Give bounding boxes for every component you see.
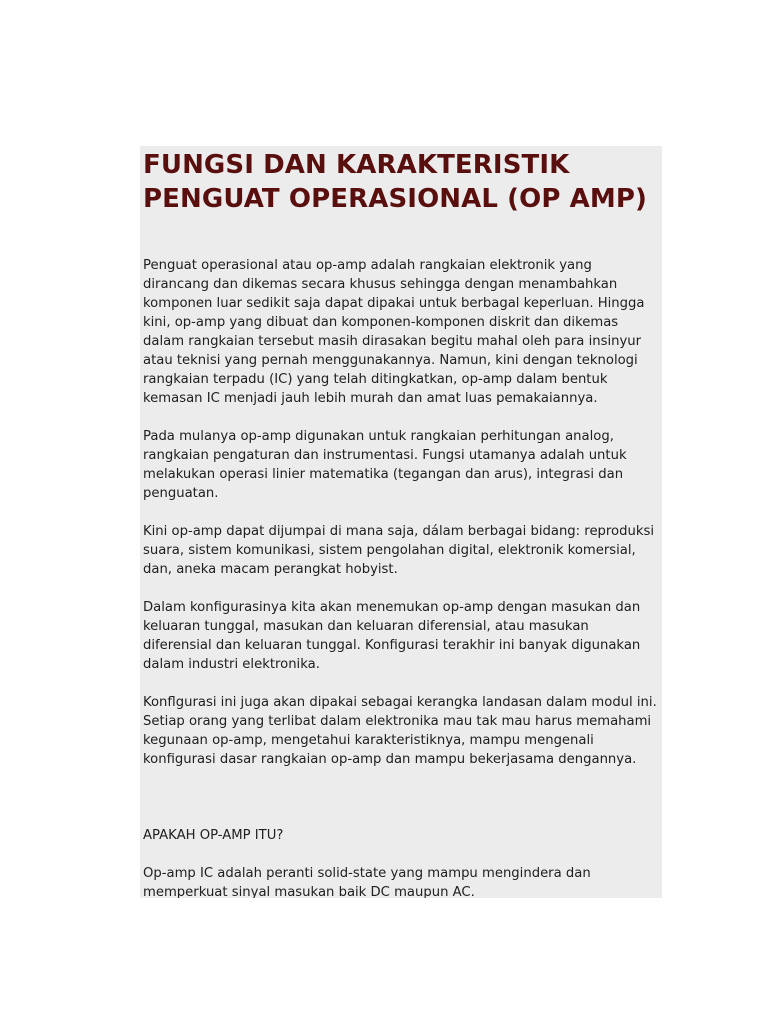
paragraph-configurations: Dalam konfigurasinya kita akan menemukan op-amp dengan masukan dan keluaran tunggal, masukan dan keluaran diferensial, atau masukan diferensial dan keluaran tunggal. Konfigurasi terakhir ini banyak digunakan dalam industri elektronika. bbox=[143, 600, 641, 672]
paragraph-op-amp-definition: Op-amp IC adalah peranti solid-state yang mampu mengindera dan memperkuat sinyal masukan baik DC maupun AC. bbox=[143, 866, 591, 898]
paragraph-history: Pada mulanya op-amp digunakan untuk rangkaian perhitungan analog, rangkaian pengaturan dan instrumentasi. Fungsi utamanya adalah untuk melakukan operasi linier matematika (tegangan dan arus), integrasi dan penguatan. bbox=[143, 429, 627, 501]
paragraph-module-framework: Konflgurasi ini juga akan dipakai sebagai kerangka landasan dalam modul ini. Setiap orang yang terlibat dalam elektronika mau tak mau harus memahami kegunaan op-amp, mengetahui karakteristiknya, mampu mengenali konfigurasi dasar rangkaian op-amp dan mampu bekerjasama dengannya. bbox=[143, 695, 657, 767]
paragraph-intro: Penguat operasional atau op-amp adalah rangkaian elektronik yang dirancang dan dikemas secara khusus sehingga dengan menambahkan komponen luar sedikit saja dapat dipakai untuk berbagal keperluan. Hingga kini, op-amp yang dibuat dan komponen-komponen diskrit dan dikemas dalam rangkaian tersebut masih dirasakan begitu mahal oleh para insinyur atau teknisi yang pernah menggunakannya. Namun, kini dengan teknologi rangkaian terpadu (IC) yang telah ditingkatkan, op-amp dalam bentuk kemasan IC menjadi jauh lebih murah dan amat luas pemakaiannya. bbox=[143, 258, 645, 406]
section-heading: APAKAH OP-AMP ITU? bbox=[143, 828, 284, 843]
paragraph-applications: Kini op-amp dapat dijumpai di mana saja, dálam berbagai bidang: reproduksi suara, sistem komunikasi, sistem pengolahan digital, elektronik komersial, dan, aneka macam perangkat hobyist. bbox=[143, 524, 655, 577]
document-title: FUNGSI DAN KARAKTERISTIK PENGUAT OPERASIONAL (OP AMP) bbox=[143, 150, 648, 214]
document-content-panel bbox=[140, 146, 662, 898]
